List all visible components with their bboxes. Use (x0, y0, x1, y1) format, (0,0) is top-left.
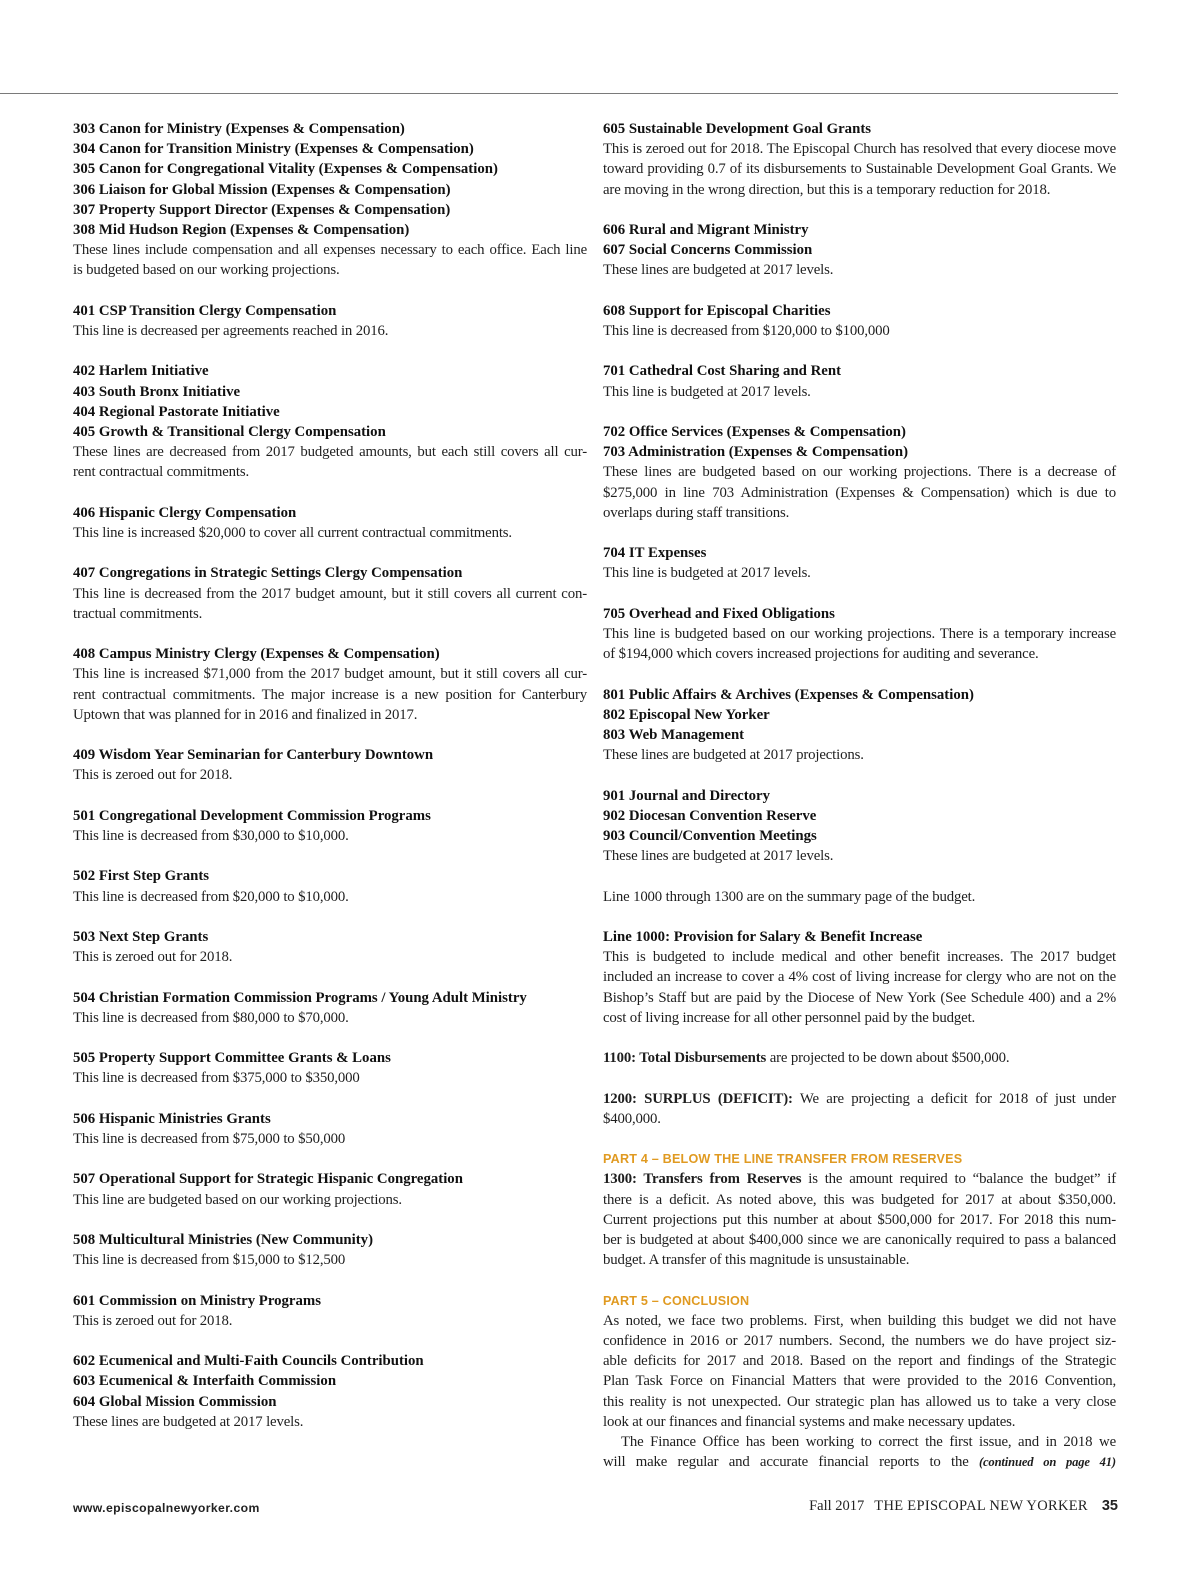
entry-text: This line is budgeted at 2017 levels. (603, 383, 811, 400)
entry-text: tractual commitments. (73, 605, 203, 622)
budget-entry (73, 644, 587, 725)
entry-heading: 705 Overhead and Fixed Obligations (603, 605, 835, 622)
entry-heading: 602 Ecumenical and Multi-Faith Councils Contribution (73, 1353, 424, 1370)
part4-heading: PART 4 – BELOW THE LINE TRANSFER FROM RESERVES (603, 1152, 963, 1167)
entry-heading: 601 Commission on Ministry Programs (73, 1292, 321, 1309)
entry-heading: 505 Property Support Committee Grants & Loans (73, 1050, 391, 1067)
entry-heading: 605 Sustainable Development Goal Grants (603, 121, 871, 137)
entry-heading: 802 Episcopal New Yorker (603, 706, 770, 723)
entry-text: This line are budgeted based on our working projections. (73, 1191, 402, 1208)
entry-text: This line is increased $20,000 to cover all current contractual commitments. (73, 525, 512, 542)
entry-line: ber is budgeted at about $400,000 since we are canonically required to pass a balanced (603, 1231, 1116, 1248)
entry-line (603, 1452, 1116, 1472)
entry-heading: 507 Operational Support for Strategic Hispanic Congregation (73, 1171, 463, 1188)
entry-text: toward providing 0.7 of its disbursements to Sustainable Development Goal Grants. We (603, 161, 1116, 178)
entry-text: are moving in the wrong direction, but this is a temporary reduction for 2018. (603, 181, 1051, 198)
part4-lines (603, 1190, 1116, 1271)
entry-heading: 608 Support for Episcopal Charities (603, 302, 831, 319)
budget-entry (73, 866, 587, 906)
entry-text: These lines are budgeted at 2017 projections. (603, 747, 864, 764)
entry-heading: 401 CSP Transition Clergy Compensation (73, 302, 337, 319)
budget-entry (603, 301, 1116, 341)
budget-entry (73, 1291, 587, 1331)
entry-line (603, 1089, 1116, 1109)
entry-text: will make regular and accurate financial reports to the (603, 1454, 969, 1471)
entry-text: This is zeroed out for 2018. (73, 949, 233, 966)
entry-text: Uptown that was planned for in 2016 and finalized in 2017. (73, 706, 418, 723)
left-column (73, 119, 587, 1452)
entry-line: confidence in 2016 or 2017 numbers. Second, the numbers we do have project siz- (603, 1332, 1116, 1349)
footer-page-number: 35 (1101, 1498, 1118, 1514)
footer-folio (809, 1498, 1118, 1515)
budget-entry (603, 119, 1116, 200)
right-column (603, 119, 1116, 1493)
budget-entry (603, 361, 1116, 401)
entry-line: able deficits for 2017 and 2018. Based on the report and findings of the Strategic (603, 1353, 1116, 1370)
entry-text: This is budgeted to include medical and other benefit increases. The 2017 budget (603, 949, 1116, 966)
entry-line: Current projections put this number at about $500,000 for 2017. For 2018 this num- (603, 1211, 1116, 1228)
entry-text: We are projecting a deficit for 2018 of just under (792, 1090, 1116, 1107)
footer-website: www.episcopalnewyorker.com (73, 1501, 260, 1515)
right-column-entries (603, 119, 1116, 1028)
entry-heading: 404 Regional Pastorate Initiative (73, 403, 280, 420)
part4-section (603, 1149, 1116, 1270)
entry-heading-inline: 1100: Total Disbursements (603, 1050, 767, 1067)
entry-heading: 307 Property Support Director (Expenses & Compensation) (73, 201, 451, 218)
entry-text: This line is decreased per agreements reached in 2016. (73, 323, 389, 340)
entry-text: This line is increased $71,000 from the 2017 budget amount, but it still covers all cur- (73, 666, 587, 683)
budget-entry (73, 806, 587, 846)
entry-line: Plan Task Force on Financial Matters that were provided to the 2016 Convention, (603, 1373, 1116, 1390)
budget-entry (73, 745, 587, 785)
budget-entry (73, 1169, 587, 1209)
budget-entry (73, 1230, 587, 1270)
entry-heading: 506 Hispanic Ministries Grants (73, 1110, 271, 1127)
entry-heading: 501 Congregational Development Commission Programs (73, 807, 431, 824)
entry-line: As noted, we face two problems. First, when building this budget we did not have (603, 1312, 1116, 1329)
entry-heading: 303 Canon for Ministry (Expenses & Compensation) (73, 121, 405, 137)
entry-text: This line is decreased from $120,000 to $100,000 (603, 323, 890, 339)
entry-heading: 702 Office Services (Expenses & Compensation) (603, 423, 906, 440)
entry-line: this reality is not unexpected. Our strategic plan has allowed us to take a very close (603, 1393, 1116, 1410)
entry-line: The Finance Office has been working to correct the first issue, and in 2018 we (621, 1433, 1116, 1450)
entry-text: $275,000 in line 703 Administration (Expenses & Compensation) which is due to (603, 484, 1116, 501)
budget-entry (73, 119, 587, 281)
entry-text: These lines are budgeted at 2017 levels. (603, 848, 834, 865)
budget-entry (603, 786, 1116, 867)
budget-entry (73, 301, 587, 341)
entry-heading: 409 Wisdom Year Seminarian for Canterbury Downtown (73, 747, 434, 764)
entry-heading: Line 1000: Provision for Salary & Benefit Increase (603, 928, 923, 945)
part5-lines (603, 1311, 1116, 1432)
budget-entry (73, 927, 587, 967)
entry-heading: 308 Mid Hudson Region (Expenses & Compensation) (73, 222, 410, 239)
budget-entry (603, 604, 1116, 665)
budget-entry (73, 361, 587, 482)
budget-entry (603, 422, 1116, 523)
entry-text: is the amount required to “balance the budget” if (801, 1171, 1116, 1188)
entry-heading: 306 Liaison for Global Mission (Expenses & Compensation) (73, 181, 451, 198)
top-rule (0, 93, 1118, 94)
entry-text: Line 1000 through 1300 are on the summary page of the budget. (603, 888, 976, 905)
entry-1200 (603, 1089, 1116, 1129)
entry-text: These lines are decreased from 2017 budgeted amounts, but each still covers all cur- (73, 444, 587, 461)
entry-text: This line is decreased from $80,000 to $70,000. (73, 1009, 349, 1026)
entry-1100 (603, 1048, 1116, 1068)
budget-entry (73, 1351, 587, 1432)
entry-heading: 402 Harlem Initiative (73, 363, 209, 380)
entry-heading: 604 Global Mission Commission (73, 1393, 277, 1410)
entry-heading: 405 Growth & Transitional Clergy Compensation (73, 424, 386, 441)
entry-heading: 801 Public Affairs & Archives (Expenses & Compensation) (603, 686, 974, 703)
entry-heading: 901 Journal and Directory (603, 787, 771, 804)
entry-text: These lines are budgeted based on our working projections. There is a decrease of (603, 464, 1116, 481)
entry-text: is budgeted based on our working projections. (73, 262, 340, 279)
entry-line: budget. A transfer of this magnitude is unsustainable. (603, 1252, 910, 1269)
entry-heading: 701 Cathedral Cost Sharing and Rent (603, 363, 842, 380)
budget-entry (603, 220, 1116, 281)
entry-text: This is zeroed out for 2018. (73, 767, 233, 784)
part5-heading: PART 5 – CONCLUSION (603, 1293, 750, 1308)
budget-entry (73, 1109, 587, 1149)
entry-text: This line is decreased from $20,000 to $10,000. (73, 888, 349, 905)
entry-text: This line is decreased from $75,000 to $50,000 (73, 1130, 346, 1147)
entry-heading: 504 Christian Formation Commission Programs / Young Adult Ministry (73, 989, 527, 1006)
entry-text: This is zeroed out for 2018. The Episcopal Church has resolved that every diocese move (603, 141, 1116, 158)
entry-heading: 603 Ecumenical & Interfaith Commission (73, 1373, 337, 1390)
entry-heading: 403 South Bronx Initiative (73, 383, 241, 400)
entry-heading: 407 Congregations in Strategic Settings Clergy Compensation (73, 565, 463, 582)
entry-heading: 607 Social Concerns Commission (603, 242, 813, 259)
entry-line (603, 1169, 1116, 1189)
entry-text: are projected to be down about $500,000. (766, 1050, 1010, 1067)
budget-entry (603, 887, 1116, 907)
footer-season: Fall 2017 (809, 1498, 865, 1514)
entry-heading: 304 Canon for Transition Ministry (Expenses & Compensation) (73, 141, 474, 158)
entry-line: there is a deficit. As noted above, this was budgeted for 2017 at about $350,000. (603, 1191, 1116, 1208)
entry-line (603, 1048, 1116, 1068)
entry-heading: 606 Rural and Migrant Ministry (603, 222, 809, 238)
entry-heading: 406 Hispanic Clergy Compensation (73, 504, 297, 521)
budget-entry (73, 988, 587, 1028)
entry-text: included an increase to cover a 4% cost of living increase for clergy who are not on the (603, 969, 1116, 986)
budget-entry (603, 927, 1116, 1028)
entry-heading: 902 Diocesan Convention Reserve (603, 807, 817, 824)
entry-text: This line is decreased from $15,000 to $12,500 (73, 1252, 346, 1269)
entry-heading: 305 Canon for Congregational Vitality (Expenses & Compensation) (73, 161, 498, 178)
entry-text: These lines include compensation and all expenses necessary to each office. Each line (73, 242, 587, 259)
continued-note: (continued on page 41) (978, 1455, 1116, 1470)
budget-entry (73, 1048, 587, 1088)
entry-heading-inline: 1200: SURPLUS (DEFICIT): (603, 1090, 793, 1107)
entry-text: rent contractual commitments. The major increase is a new position for Canterbury (73, 686, 587, 703)
entry-heading: 508 Multicultural Ministries (New Community) (73, 1231, 374, 1248)
entry-heading: 503 Next Step Grants (73, 928, 209, 945)
budget-entry (73, 503, 587, 543)
budget-entry (603, 543, 1116, 583)
budget-entry (603, 685, 1116, 766)
entry-heading: 803 Web Management (603, 726, 745, 743)
entry-heading: 703 Administration (Expenses & Compensation) (603, 444, 909, 461)
entry-line: look at our finances and financial systems and make necessary updates. (603, 1413, 1016, 1430)
entry-text: This line is decreased from $375,000 to $350,000 (73, 1070, 360, 1087)
entry-heading: 903 Council/Convention Meetings (603, 827, 817, 844)
footer-magazine-title: THE EPISCOPAL NEW YORKER (874, 1498, 1088, 1514)
entry-text: This line is budgeted at 2017 levels. (603, 565, 811, 582)
entry-text: These lines are budgeted at 2017 levels. (73, 1413, 304, 1430)
budget-entry (73, 563, 587, 624)
entry-text: of $194,000 which covers increased projections for auditing and severance. (603, 646, 1039, 663)
entry-text: Bishop’s Staff but are paid by the Diocese of New York (See Schedule 400) and a 2% (603, 989, 1116, 1006)
entry-heading: 408 Campus Ministry Clergy (Expenses & Compensation) (73, 646, 440, 663)
entry-line: $400,000. (603, 1110, 661, 1127)
entry-heading: 704 IT Expenses (603, 545, 707, 562)
entry-heading: 502 First Step Grants (73, 868, 210, 885)
entry-text: This line is budgeted based on our working projections. There is a temporary increase (603, 625, 1116, 642)
entry-text: These lines are budgeted at 2017 levels. (603, 262, 834, 279)
part5-section (603, 1291, 1116, 1473)
entry-text: overlaps during staff transitions. (603, 504, 790, 521)
entry-text: cost of living increase for all other personnel paid by the budget. (603, 1009, 976, 1026)
entry-heading-inline: 1300: Transfers from Reserves (603, 1171, 802, 1188)
entry-text: This is zeroed out for 2018. (73, 1312, 233, 1329)
entry-text: This line is decreased from the 2017 budget amount, but it still covers all current con- (73, 585, 587, 602)
entry-text: rent contractual commitments. (73, 464, 250, 481)
entry-text: This line is decreased from $30,000 to $10,000. (73, 828, 349, 844)
